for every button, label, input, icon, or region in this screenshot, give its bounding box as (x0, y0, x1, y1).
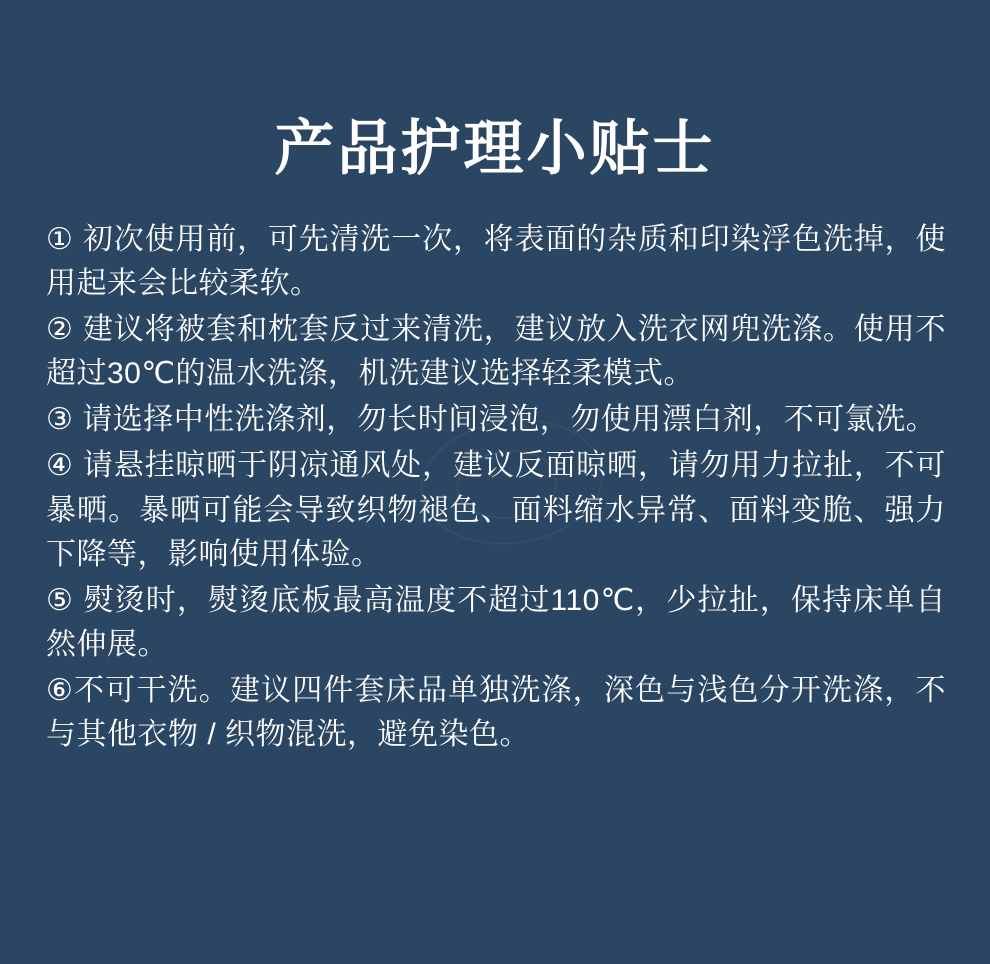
page-title: 产品护理小贴士 (274, 115, 716, 183)
list-item: ⑤ 熨烫时，熨烫底板最高温度不超过110℃，少拉扯，保持床单自然伸展。 (46, 583, 946, 661)
list-item: ④ 请悬挂晾晒于阴凉通风处，建议反面晾晒，请勿用力拉扯，不可暴晒。暴晒可能会导致织物褪色、面料缩水异常、面料变脆、强力下降等，影响使用体验。 (46, 449, 946, 571)
care-tips-list (46, 218, 946, 759)
list-item: ⑥不可干洗。建议四件套床品单独洗涤，深色与浅色分开洗涤，不与其他衣物 / 织物混洗，避免染色。 (46, 673, 946, 752)
list-item: ① 初次使用前，可先清洗一次，将表面的杂质和印染浮色洗掉，使用起来会比较柔软。 (46, 223, 946, 301)
list-item: ② 建议将被套和枕套反过来清洗，建议放入洗衣网兜洗涤。使用不超过30℃的温水洗涤，机洗建议选择轻柔模式。 (46, 313, 946, 391)
list-item: ③ 请选择中性洗涤剂，勿长时间浸泡，勿使用漂白剂，不可氯洗。 (46, 403, 937, 437)
